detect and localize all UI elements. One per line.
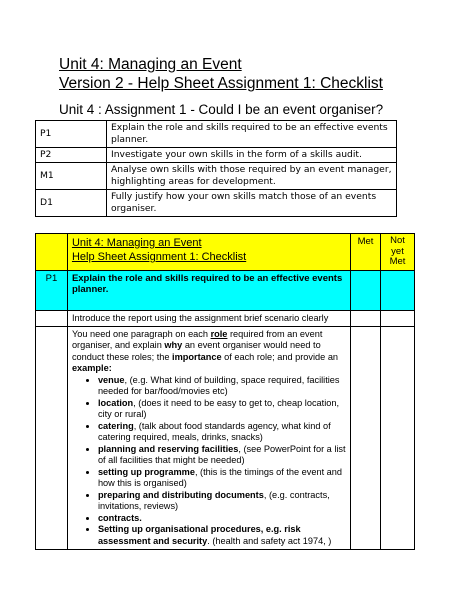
list-item [98,490,346,513]
guidance-example: example: [71,363,112,373]
guidance-text: an event organiser would need to conduct these roles; the [71,340,321,362]
p1-met-checkbox[interactable] [351,270,381,310]
p1-row [36,270,415,310]
list-item-text: , (see PowerPoint for a list of all facilities that might be needed) [97,443,346,465]
list-item-text: , (talk about food standards agency, what kind of catering required, meals, drinks, snacks) [97,420,331,442]
criteria-summary-table [35,120,397,217]
list-item-bold: setting up programme [97,466,195,477]
criteria-row [36,148,397,163]
checklist-title-line2: Help Sheet Assignment 1: Checklist [71,251,247,263]
guidance-role: role [210,328,228,339]
list-item [98,421,346,444]
criteria-code: P1 [36,121,107,148]
page-title-line1: Unit 4: Managing an Event [59,56,242,73]
list-item [98,398,346,421]
criteria-row [36,121,397,148]
list-item-bold: contracts. [97,512,142,523]
guidance-text: of each role; and provide an [221,351,339,362]
roles-list [72,375,346,548]
list-item-bold: venue [97,374,125,385]
guidance-importance: importance [172,351,222,362]
p1-code: P1 [36,270,68,310]
criteria-text: Investigate your own skills in the form of a skills audit. [107,148,397,163]
list-item [98,375,346,398]
list-item-bold: catering [97,420,134,431]
page-title-line2: Version 2 - Help Sheet Assignment 1: Checklist [59,75,383,92]
met-header: Met [351,234,381,271]
criteria-text: Explain the role and skills required to be an effective events planner. [107,121,397,148]
not-met-header: Not yet Met [381,234,415,271]
criteria-text: Fully justify how your own skills match those of an events organiser. [107,190,397,217]
p1-not-met-checkbox[interactable] [381,270,415,310]
header-blank-cell [36,234,68,271]
list-item [98,524,346,547]
list-item-bold: location [97,397,134,408]
intro-not-met-checkbox[interactable] [381,310,415,326]
criteria-code: M1 [36,163,107,190]
criteria-row [36,163,397,190]
intro-row [36,310,415,326]
list-item [98,467,346,490]
assignment-subtitle: Unit 4 : Assignment 1 - Could I be an event organiser? [59,102,384,117]
list-item-text: , (this is the timings of the event and how this is organised) [97,466,343,488]
roles-row [36,326,415,550]
list-item-text: , (e.g. What kind of building, space required, facilities needed for bar/food/movies etc) [97,374,340,396]
guidance-why: why [164,340,183,350]
criteria-row [36,190,397,217]
intro-met-checkbox[interactable] [351,310,381,326]
roles-guidance [67,326,350,550]
list-item-text: , (e.g. contracts, invitations, reviews) [97,489,330,511]
list-item [98,513,346,525]
intro-text: Introduce the report using the assignment brief scenario clearly [67,310,350,326]
checklist-header-row [36,234,415,271]
roles-blank-cell [36,326,68,550]
p1-criteria-text: Explain the role and skills required to be an effective events planner. [67,270,350,310]
checklist-table [35,233,415,550]
list-item-bold: preparing and distributing documents [97,489,264,500]
intro-blank-cell [36,310,68,326]
guidance-text: You need one paragraph on each [71,328,211,339]
criteria-code: D1 [36,190,107,217]
list-item [98,444,346,467]
guidance-text: required from an event organiser, and explain [71,328,323,350]
checklist-title-line1: Unit 4: Managing an Event [71,237,202,249]
criteria-code: P2 [36,148,107,163]
roles-not-met-checkbox[interactable] [381,326,415,550]
checklist-title [67,234,350,271]
list-item-bold: Setting up organisational procedures, e.g. risk assessment and security [97,524,301,546]
list-item-text: , (does it need to be easy to get to, cheap location, city or rural) [97,397,340,419]
criteria-text: Analyse own skills with those required by an event manager, highlighting areas for development. [107,163,397,190]
list-item-text: . (health and safety act 1974, ) [207,535,332,546]
list-item-bold: planning and reserving facilities [97,443,239,454]
roles-met-checkbox[interactable] [351,326,381,550]
